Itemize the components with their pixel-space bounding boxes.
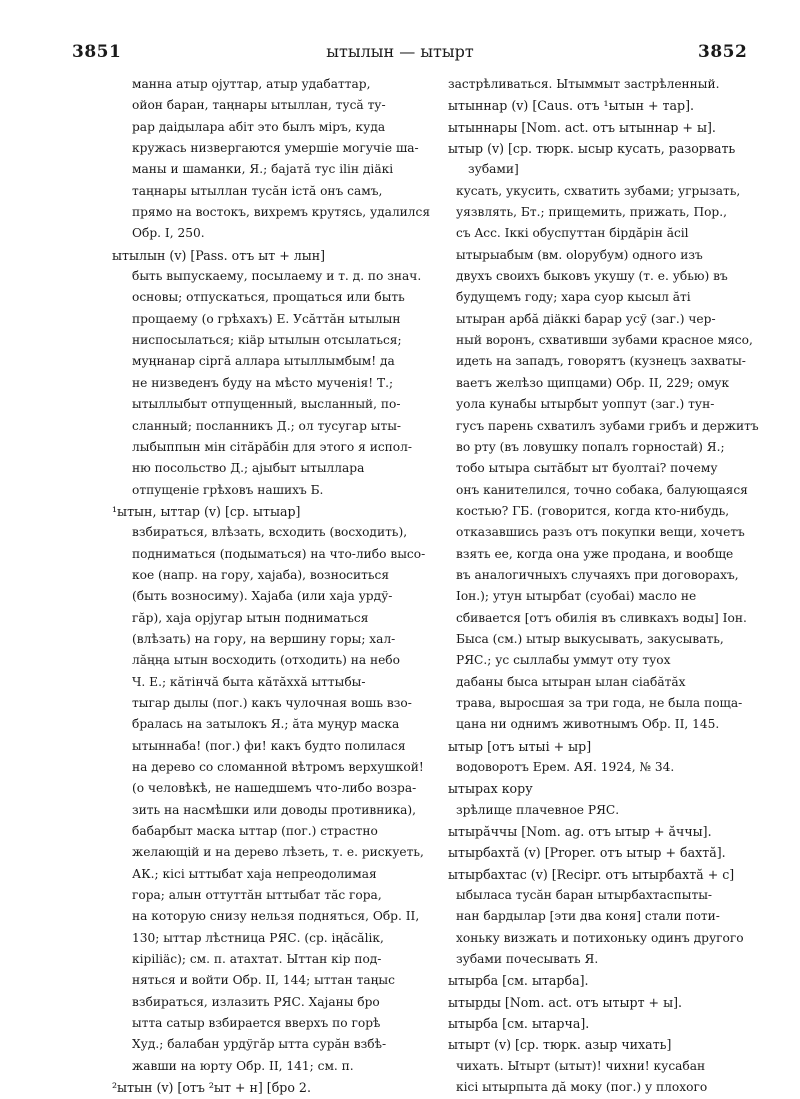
text-line: 130; ыттар лѣстница РЯС. (ср. іңăсălік, <box>132 930 384 945</box>
text-line: манна атыр ојуттар, атыр удабаттар, <box>132 77 371 91</box>
text-line: ойон баран, таңнары ытыллан, тусă ту- <box>132 98 386 113</box>
text-line: гусъ парень схватилъ зубами грибъ и держитъ <box>456 418 759 433</box>
text-line: кусать, укусить, схватить зубами; угрызать, <box>456 183 741 198</box>
entry-headword-line: ытырбахтă (v) [Proper. отъ ытыр + бахтă]. <box>448 845 726 861</box>
text-line: таңнары ытыллан тусăн істă онъ самъ, <box>132 183 383 198</box>
entry-headword-line: ²ытын (v) [отъ ²ыт + н] [бро 2. <box>112 1080 311 1096</box>
running-head: ытылын — ытырт <box>326 42 474 61</box>
text-line: Іон.); утун ытырбат (суобаі) масло не <box>456 589 697 604</box>
text-line: гăр), хаја орјугар ытын подниматься <box>132 610 369 625</box>
text-line: ваетъ желѣзо щипцами) Обр. II, 229; омук <box>456 375 730 390</box>
text-line: цана ни однимъ животнымъ Обр. II, 145. <box>456 717 720 732</box>
text-line: застрѣливаться. Ытыммыт застрѣленный. <box>448 77 720 91</box>
text-line: дабаны быса ытыран ылан сіабăтăх <box>456 674 686 689</box>
text-line: Худ.; балабан урдўгăр ытта сурăн взбѣ- <box>132 1037 387 1052</box>
text-line: идеть на западъ, говорятъ (кузнецъ захваты- <box>456 354 746 369</box>
text-line: онъ канителился, точно собака, балующаяся <box>456 482 748 497</box>
text-line: хоньку визжать и потихоньку одинъ другого <box>456 930 744 945</box>
text-line: уязвлять, Бт.; прищемить, прижать, Пор., <box>456 205 727 220</box>
text-line: рар даідылара абіт это былъ міръ, куда <box>132 119 386 134</box>
text-line: ытырыабым (вм. оlорубум) одного изъ <box>456 247 703 262</box>
text-line: взять ее, когда она уже продана, и вообще <box>456 546 734 561</box>
text-line: Быса (см.) ытыр выкусывать, закусывать, <box>456 631 724 646</box>
entry-headword-line: ытырды [Nom. act. отъ ытырт + ы]. <box>448 994 683 1010</box>
text-line: во рту (въ ловушку попалъ горностай) Я.; <box>456 439 725 454</box>
text-line: сбивается [отъ обилія въ сливкахъ воды] Іон. <box>456 610 747 625</box>
text-line: (быть возносиму). Хајаба (или хаја урдў- <box>132 589 393 604</box>
entry-headword-line: ытылын (v) [Pass. отъ ыт + лын] <box>112 247 326 263</box>
text-line: муңнанар сіргă аллара ытыллымбым! да <box>132 354 395 369</box>
page-header <box>0 42 800 66</box>
entry-headword-line: ытырах кору <box>448 781 533 797</box>
entry-headword-line: ытыр (v) [ср. тюрк. ысыр кусать, разорвать <box>448 141 736 157</box>
text-line: Обр. I, 250. <box>132 226 205 241</box>
text-line: ытыннаба! (пог.) фи! какъ будто полилася <box>132 738 406 753</box>
text-line: быть выпускаему, посылаему и т. д. по знач. <box>132 269 422 284</box>
text-line: (влѣзать) на гору, на вершину горы; хал- <box>132 631 396 646</box>
text-line: чихать. Ытырт (ытыт)! чихни! кусабан <box>456 1058 706 1073</box>
entry-headword-line: ытыннары [Nom. act. отъ ытыннар + ы]. <box>448 119 716 135</box>
text-line: кіріlіäс); см. п. атахтат. Ыттан кір под- <box>132 952 382 967</box>
text-line: нан бардылар [эти два коня] стали поти- <box>456 909 720 924</box>
entry-headword-line: ытырба [см. ытарча]. <box>448 1016 590 1032</box>
text-line: кружась низвергаются умершіе могучіе ша- <box>132 141 419 156</box>
text-line: на дерево со сломанной вѣтромъ верхушкой! <box>132 760 424 774</box>
text-line: (о человѣкѣ, не нашедшемъ что-либо возра- <box>132 781 417 796</box>
text-line: въ аналогичныхъ случаяхъ при договорахъ, <box>456 567 739 582</box>
page-number-right: 3852 <box>698 42 748 62</box>
entry-headword-line: ытырбахтас (v) [Recipr. отъ ытырбахтă + с] <box>448 866 735 882</box>
text-line: бралась на затылокъ Я.; ăта муңур маска <box>132 717 400 732</box>
text-line: основы; отпускаться, прощаться или быть <box>132 290 405 305</box>
entry-headword-line: ытыр [отъ ытыі + ыр] <box>448 738 592 754</box>
text-line: зрѣлище плачевное РЯС. <box>456 802 620 817</box>
text-line: жавши на юрту Обр. II, 141; см. п. <box>132 1058 354 1073</box>
text-line: прощаему (о грѣхахъ) Е. Усăттăн ытылын <box>132 311 401 326</box>
page-number-left: 3851 <box>72 42 122 62</box>
text-line: лăңңа ытын восходить (отходить) на небо <box>132 653 400 668</box>
text-line: бабарбыт маска ыттар (пог.) страстно <box>132 824 378 839</box>
text-line: няться и войти Обр. II, 144; ыттан таңыс <box>132 973 395 988</box>
text-line: РЯС.; ус сыллабы уммут оту туох <box>456 653 671 668</box>
entry-headword-line: ¹ытын, ыттар (v) [ср. ытыар] <box>112 503 301 519</box>
text-line: зубами почесывать Я. <box>456 952 599 967</box>
text-line: отказавшись разъ отъ покупки вещи, хочетъ <box>456 525 745 540</box>
text-line: гора; алын оттуттăн ыттыбат тăс гора, <box>132 888 382 903</box>
text-line: ню посольство Д.; ајыбыт ытыллара <box>132 461 365 476</box>
text-line: водоворотъ Ерем. АЯ. 1924, № 34. <box>456 760 675 774</box>
entry-headword-line: ытырт (v) [ср. тюрк. азыр чихать] <box>448 1037 672 1053</box>
text-line: кісі ытырпыта дă моку (пог.) у плохого <box>456 1080 708 1095</box>
text-line: отпущеніе грѣховъ нашихъ Б. <box>132 482 324 497</box>
text-line: не низведенъ буду на мѣсто мученія! Т.; <box>132 375 394 390</box>
right-column <box>448 74 770 1099</box>
text-line: уола кунабы ытырбыт уоппут (заг.) тун- <box>456 397 715 412</box>
entry-headword-line: ытырăччы [Nom. ag. отъ ытыр + ăччы]. <box>448 824 712 840</box>
text-line: желающій и на дерево лѣзеть, т. е. рискуеть, <box>132 845 424 860</box>
text-line: зить на насмѣшки или доводы противника), <box>132 802 417 817</box>
text-line: тыгар дылы (пог.) какъ чулочная вошь взо- <box>132 695 412 710</box>
text-line: маны и шаманки, Я.; бајатă тус іlін діäкі <box>132 162 394 177</box>
text-line: ытта сатыр взбирается вверхъ по горѣ <box>132 1016 381 1031</box>
text-line: прямо на востокъ, вихремъ крутясь, удалился <box>132 205 431 220</box>
text-line: подниматься (подыматься) на что-либо высо- <box>132 546 426 561</box>
text-line: взбираться, излазить РЯС. Хајаны бро <box>132 994 380 1009</box>
text-line: на которую снизу нельзя подняться, Обр. II, <box>132 909 420 924</box>
text-line: костью? ГБ. (говорится, когда кто-нибудь, <box>456 503 730 518</box>
text-line: будущемъ году; хара суор кысыл ăті <box>456 290 691 305</box>
text-line: тобо ытыра сытăбыт ыт буолтаі? почему <box>456 461 718 476</box>
text-line: съ Acc. Іккі обуспуттан бірдăрін ăсіl <box>456 226 689 241</box>
text-line: сланный; посланникъ Д.; ол тусугар ыты- <box>132 418 402 433</box>
entry-headword-line: ытыннар (v) [Caus. отъ ¹ытын + тар]. <box>448 98 694 114</box>
text-line: зубами] <box>468 162 519 177</box>
text-line: лыбыппын мін сітăрăбін для этого я испол- <box>132 439 412 454</box>
text-line: ный воронъ, схвативши зубами красное мясо, <box>456 333 753 348</box>
text-line: АК.; кісі ыттыбат хаја непреодолимая <box>132 866 377 881</box>
text-line: трава, выросшая за три года, не была поща- <box>456 695 743 710</box>
text-line: Ч. Е.; кăтінчă быта кăтăххă ыттыбы- <box>132 674 366 689</box>
text-line: ниспосылаться; кіäр ытылын отсылаться; <box>132 333 402 348</box>
text-line: ытыран арбă діäккі барар усў (заг.) чер- <box>456 311 716 326</box>
text-line: ытыллыбыт отпущенный, высланный, по- <box>132 397 401 412</box>
text-line: ыбыласа тусăн баран ытырбахтаспыты- <box>456 888 713 903</box>
text-line: кое (напр. на гору, хајаба), возноситься <box>132 567 390 582</box>
left-column <box>112 74 437 1099</box>
text-line: двухъ своихъ быковъ укушу (т. е. убью) въ <box>456 269 728 284</box>
text-line: взбираться, влѣзать, всходить (восходить), <box>132 525 408 540</box>
entry-headword-line: ытырба [см. ытарба]. <box>448 973 589 989</box>
